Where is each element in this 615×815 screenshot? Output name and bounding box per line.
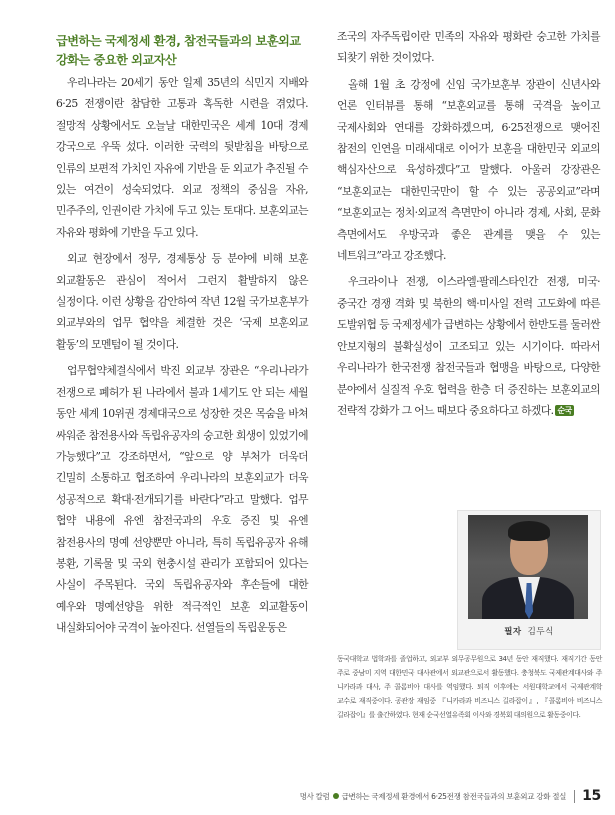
left-column xyxy=(56,26,308,644)
body-paragraph: 외교 현장에서 정무, 경제통상 등 분야에 비해 보훈 외교활동은 관심이 적어서 그런지 활발하지 않은 실정이다. 이런 상황을 감안하여 작년 12월 국가보훈부가 외교부와의 업무 협약을 체결한 것은 ‘국제 보훈외교 활동’의 모멘텀이 될 것이다. xyxy=(56,252,308,351)
author-bio: 동국대학교 법학과를 졸업하고, 외교부 외무공무원으로 34년 동안 재직했다. 재직기간 동안 주로 중남미 지역 대한민국 대사관에서 외교관으로서 활동했다. 충청북도 국제관계대사와 주 니카라과 대사, 주 콜롬비아 대사를 역임했다. 퇴직 이후에는 서원대학교에서 국제관계학 교수로 재직중이다. 공관장 재임중 『니카라과 비즈니스 길라잡이』, 『콜롬비아 비즈니스 길라잡이』를 출간하였다. 현재 순국선열유족회 이사와 경북회 대의원으로 활동중이다. xyxy=(337,655,602,719)
body-paragraph: 올해 1월 초 강정에 신임 국가보훈부 장관이 신년사와 언론 인터뷰를 통해 “보훈외교를 통해 국격을 높이고 국제사회와 연대를 강화하겠으며, 6·25전쟁으로 맺어진 참전의 인연을 미래세대로 이어가 보훈을 대한민국 외교의 핵심자산으로 육성하겠다”고 말했다. 아울러 강장관은 “보훈외교는 대한민국만이 할 수 있는 공공외교”라며 “보훈외교는 정치·외교적 측면만이 아니라 경제, 사회, 문화 측면에서도 우방국과 좋은 관계를 맺을 수 있는 네트워크”라고 강조했다. xyxy=(337,77,600,263)
body-paragraph-text: 우크라이나 전쟁, 이스라엘·팔레스타인간 전쟁, 미국·중국간 경쟁 격화 및 북한의 핵·미사일 전력 고도화에 따른 도발위협 등 국제정세가 급변하는 상황에서 한반도를 둘러싼 안보지형의 불확실성이 고조되고 있는 시기이다. 따라서 우리나라가 한국전쟁 참전국들과 협맹을 바탕으로, 다양한 분야에서 실질적 우호 협력을 한층 더 증진하는 보훈외교의 전략적 강화가 그 어느 때보다 중요하다고 하겠다. xyxy=(337,275,600,417)
author-name: 김두식 xyxy=(527,627,554,637)
right-column xyxy=(337,26,600,426)
body-paragraph: 우리나라는 20세기 동안 일제 35년의 식민지 지배와 6·25 전쟁이란 참담한 고통과 혹독한 시련을 겪었다. 절망적 상황에서도 오늘날 대한민국은 세계 10대 경제 강국으로 우뚝 섰다. 이러한 국력의 뒷받침을 바탕으로 인류의 보편적 가치인 자유에 기반을 둔 외교가 추진될 수 있는 여건이 성숙되었다. 외교 정책의 중심을 자유, 민주주의, 인권이란 가치에 두고 있는 토대다. 보훈외교는 자유와 평화에 기반을 두고 있다. xyxy=(56,76,308,239)
body-paragraph: 조국의 자주독립이란 민족의 자유와 평화란 숭고한 가치를 되찾기 위한 것이었다. xyxy=(337,30,600,65)
author-photo-box xyxy=(457,510,601,650)
end-mark: 순국 xyxy=(557,405,572,415)
footer-divider xyxy=(574,790,575,803)
green-dot-icon xyxy=(333,793,339,799)
page-footer xyxy=(300,788,601,804)
author-caption xyxy=(458,625,600,637)
page-number: 15 xyxy=(582,788,601,804)
caption-label: 필자 xyxy=(504,627,522,637)
footer-section: 명사 칼럼 xyxy=(299,791,330,801)
footer-title: 급변하는 국제정세 환경에서 6·25전쟁 참전국들과의 보훈외교 강화 절실 xyxy=(341,791,567,801)
body-paragraph-last xyxy=(337,271,600,421)
body-paragraph: 업무협약체결식에서 박진 외교부 장관은 “우리나라가 전쟁으로 폐허가 된 나라에서 불과 1세기도 안 되는 세월 동안 세계 10위권 경제대국으로 성장한 것은 목숨을 바쳐 싸워준 참전용사와 독립유공자의 숭고한 희생이 있었기에 가능했다”고 강조하면서, “앞으로 양 부처가 더욱더 긴밀히 소통하고 협조하여 우리나라의 보훈외교가 더욱 성공적으로 확대·전개되기를 바란다”라고 말했다. 업무 협약 내용에 유엔 참전국과의 우호 증진 및 유엔 참전용사의 명예 선양뿐만 아니라, 특히 독립유공자 유해 봉환, 기록물 및 국외 현충시설 관리가 포함되어 있다는 사실이 주목된다. 국외 독립유공자와 후손들에 대한 예우와 명예선양을 위한 적극적인 보훈 외교활동이 내실화되어야 국격이 높아진다. 선열들의 독립운동은 xyxy=(56,364,308,635)
section-heading: 급변하는 국제정세 환경, 참전국들과의 보훈외교 강화는 중요한 외교자산 xyxy=(56,34,301,67)
portrait-photo-icon xyxy=(468,515,588,619)
